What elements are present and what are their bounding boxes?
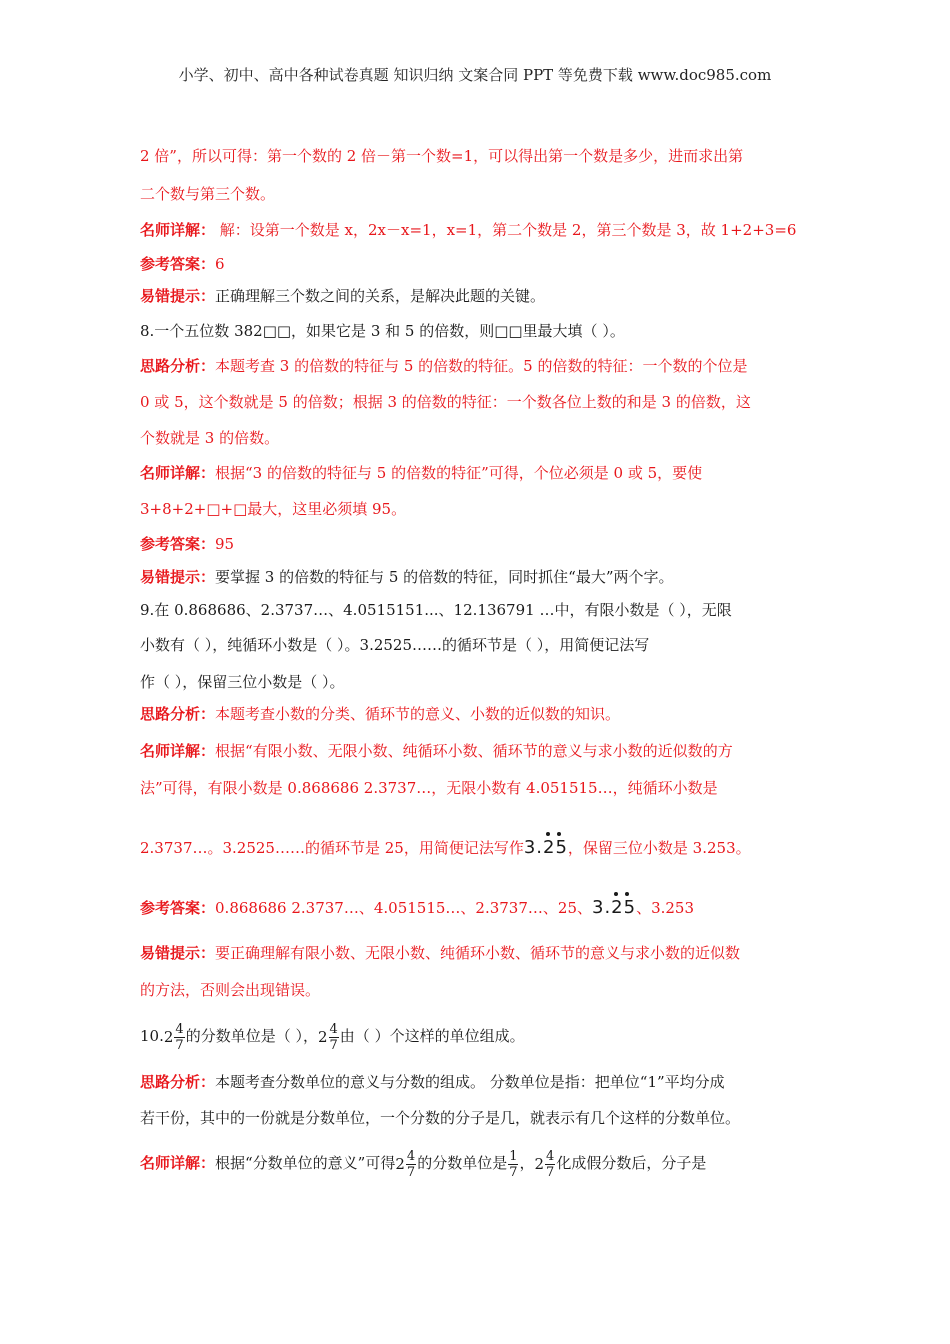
q10-prefix: 10. bbox=[140, 1027, 164, 1045]
tip-label: 易错提示： bbox=[140, 944, 216, 962]
q8-tip-text: 要掌握 3 的倍数的特征与 5 的倍数的特征，同时抓住“最大”两个字。 bbox=[215, 568, 674, 586]
tip-label: 易错提示： bbox=[140, 287, 216, 305]
q8-analysis-line2: 0 或 5，这个数就是 5 的倍数；根据 3 的倍数的特征：一个数各位上数的和是 3 的倍数，这 bbox=[140, 393, 751, 411]
q8-analysis-text1: 本题考查 3 的倍数的特征与 5 的倍数的特征。5 的倍数的特征：一个数的个位是 bbox=[215, 357, 748, 375]
q9-analysis-text: 本题考查小数的分类、循环节的意义、小数的近似数的知识。 bbox=[215, 705, 621, 723]
q7-detail bbox=[140, 220, 796, 240]
unit-fraction-numerator: 1 bbox=[509, 1148, 518, 1164]
answer-label: 参考答案： bbox=[140, 255, 216, 273]
q7-tip-text: 正确理解三个数之间的关系，是解决此题的关键。 bbox=[215, 287, 546, 305]
q9-detail-line2: 法”可得，有限小数是 0.868686 2.3737…，无限小数有 4.051515…，纯循环小数是 bbox=[140, 779, 718, 797]
analysis-label: 思路分析： bbox=[140, 357, 216, 375]
q8-detail-line1 bbox=[140, 463, 702, 483]
mixed-number-whole: 2 bbox=[317, 1028, 328, 1046]
detail-label: 名师详解： bbox=[140, 464, 216, 482]
q9-question-line2: 小数有（ ），纯循环小数是（ ）。3.2525……的循环节是（ ），用简便记法写 bbox=[140, 636, 650, 654]
q7-answer-text: 6 bbox=[215, 255, 225, 273]
fraction-denominator: 7 bbox=[406, 1164, 416, 1180]
q8-question: 8.一个五位数 382□□，如果它是 3 和 5 的倍数，则□□里最大填（ ）。 bbox=[140, 322, 625, 340]
q8-answer-text: 95 bbox=[215, 535, 235, 553]
q9-detail-line1 bbox=[140, 741, 733, 761]
fraction-denominator: 7 bbox=[175, 1037, 184, 1053]
mixed-number-whole: 2 bbox=[395, 1155, 405, 1173]
fraction-numerator: 4 bbox=[406, 1148, 416, 1164]
q9-detail-text3a: 2.3737…。3.2525……的循环节是 25，用简便记法写作 bbox=[140, 839, 524, 857]
q10-analysis-line2: 若干份，其中的一份就是分数单位，一个分数的分子是几，就表示有几个这样的分数单位。 bbox=[140, 1109, 741, 1127]
q8-answer bbox=[140, 534, 234, 554]
q9-answer-text-b: 、3.253 bbox=[636, 899, 695, 917]
repeat-dot bbox=[625, 892, 629, 896]
answer-label: 参考答案： bbox=[140, 535, 216, 553]
q7-analysis-line1: 2 倍”，所以可得：第一个数的 2 倍－第一个数=1，可以得出第一个数是多少，进而求出第 bbox=[140, 147, 744, 165]
q10-detail-text-c: ， bbox=[519, 1154, 535, 1172]
detail-label: 名师详解： bbox=[140, 742, 216, 760]
fraction-denominator: 7 bbox=[546, 1164, 555, 1180]
repeat-dot bbox=[546, 832, 550, 836]
fraction bbox=[406, 1149, 416, 1180]
q10-detail bbox=[140, 1143, 706, 1183]
q8-analysis-line3: 个数就是 3 的倍数。 bbox=[140, 429, 280, 447]
q9-tip-line1 bbox=[140, 943, 740, 963]
q10-text2: 由（ ）个这样的单位组成。 bbox=[339, 1027, 525, 1045]
repeating-decimal-digits: 3.25 bbox=[523, 837, 568, 858]
q7-answer bbox=[140, 254, 225, 274]
fraction-numerator: 4 bbox=[546, 1148, 555, 1164]
analysis-label: 思路分析： bbox=[140, 1073, 216, 1091]
q7-analysis-line2: 二个数与第三个数。 bbox=[140, 185, 276, 203]
mixed-number-whole: 2 bbox=[534, 1155, 545, 1173]
q9-question-line1: 9.在 0.868686、2.3737…、4.0515151...、12.136791 …中，有限小数是（ ），无限 bbox=[140, 601, 732, 619]
fraction bbox=[329, 1022, 339, 1053]
q9-detail-line3 bbox=[140, 838, 751, 858]
answer-label: 参考答案： bbox=[140, 899, 216, 917]
q10-text1: 的分数单位是（ ）， bbox=[185, 1027, 318, 1045]
repeating-decimal bbox=[524, 838, 568, 858]
repeat-dot bbox=[614, 892, 618, 896]
fraction-numerator: 4 bbox=[329, 1021, 338, 1037]
q9-answer-text-a: 0.868686 2.3737…、4.051515…、2.3737…、25、 bbox=[215, 899, 592, 917]
q9-detail-text1: 根据“有限小数、无限小数、纯循环小数、循环节的意义与求小数的近似数的方 bbox=[215, 742, 733, 760]
mixed-number-whole: 2 bbox=[163, 1028, 174, 1046]
q10-detail-text-b: 的分数单位是 bbox=[417, 1154, 508, 1172]
unit-fraction bbox=[508, 1149, 518, 1180]
q9-analysis bbox=[140, 704, 620, 724]
analysis-label: 思路分析： bbox=[140, 705, 216, 723]
repeating-decimal-digits: 3.25 bbox=[592, 897, 637, 918]
q8-detail-line2: 3+8+2+□+□最大，这里必须填 95。 bbox=[140, 500, 407, 518]
detail-label: 名师详解： bbox=[140, 221, 216, 239]
unit-fraction-denominator: 7 bbox=[509, 1164, 518, 1180]
fraction bbox=[174, 1022, 184, 1053]
q8-analysis-line1 bbox=[140, 356, 748, 376]
q10-detail-text-d: 化成假分数后，分子是 bbox=[556, 1154, 707, 1172]
q9-detail-text3b: ，保留三位小数是 3.253。 bbox=[567, 839, 751, 857]
detail-label: 名师详解： bbox=[140, 1154, 216, 1172]
q10-detail-text-a: 根据“分数单位的意义”可得 bbox=[215, 1154, 396, 1172]
repeating-decimal bbox=[592, 898, 636, 918]
fraction bbox=[545, 1149, 555, 1180]
q9-tip-text1: 要正确理解有限小数、无限小数、纯循环小数、循环节的意义与求小数的近似数 bbox=[215, 944, 741, 962]
q10-analysis-text1: 本题考查分数单位的意义与分数的组成。 分数单位是指：把单位“1”平均分成 bbox=[215, 1073, 725, 1091]
q8-tip bbox=[140, 567, 674, 587]
q7-tip bbox=[140, 286, 545, 306]
page-header: 小学、初中、高中各种试卷真题 知识归纳 文案合同 PPT 等免费下载 www.doc985.com bbox=[178, 66, 772, 84]
q8-detail-text1: 根据“3 的倍数的特征与 5 的倍数的特征”可得，个位必须是 0 或 5，要使 bbox=[215, 464, 703, 482]
q9-question-line3: 作（ ），保留三位小数是（ ）。 bbox=[140, 673, 345, 691]
q10-analysis-line1 bbox=[140, 1072, 725, 1092]
tip-label: 易错提示： bbox=[140, 568, 216, 586]
q9-answer bbox=[140, 898, 694, 918]
fraction-denominator: 7 bbox=[329, 1037, 338, 1053]
q9-tip-line2: 的方法，否则会出现错误。 bbox=[140, 981, 321, 999]
q10-question bbox=[140, 1016, 525, 1056]
q7-detail-text: 解：设第一个数是 x，2x－x=1，x=1，第二个数是 2，第三个数是 3，故 1+2+3=6 bbox=[215, 221, 797, 239]
repeat-dot bbox=[557, 832, 561, 836]
fraction-numerator: 4 bbox=[175, 1021, 184, 1037]
